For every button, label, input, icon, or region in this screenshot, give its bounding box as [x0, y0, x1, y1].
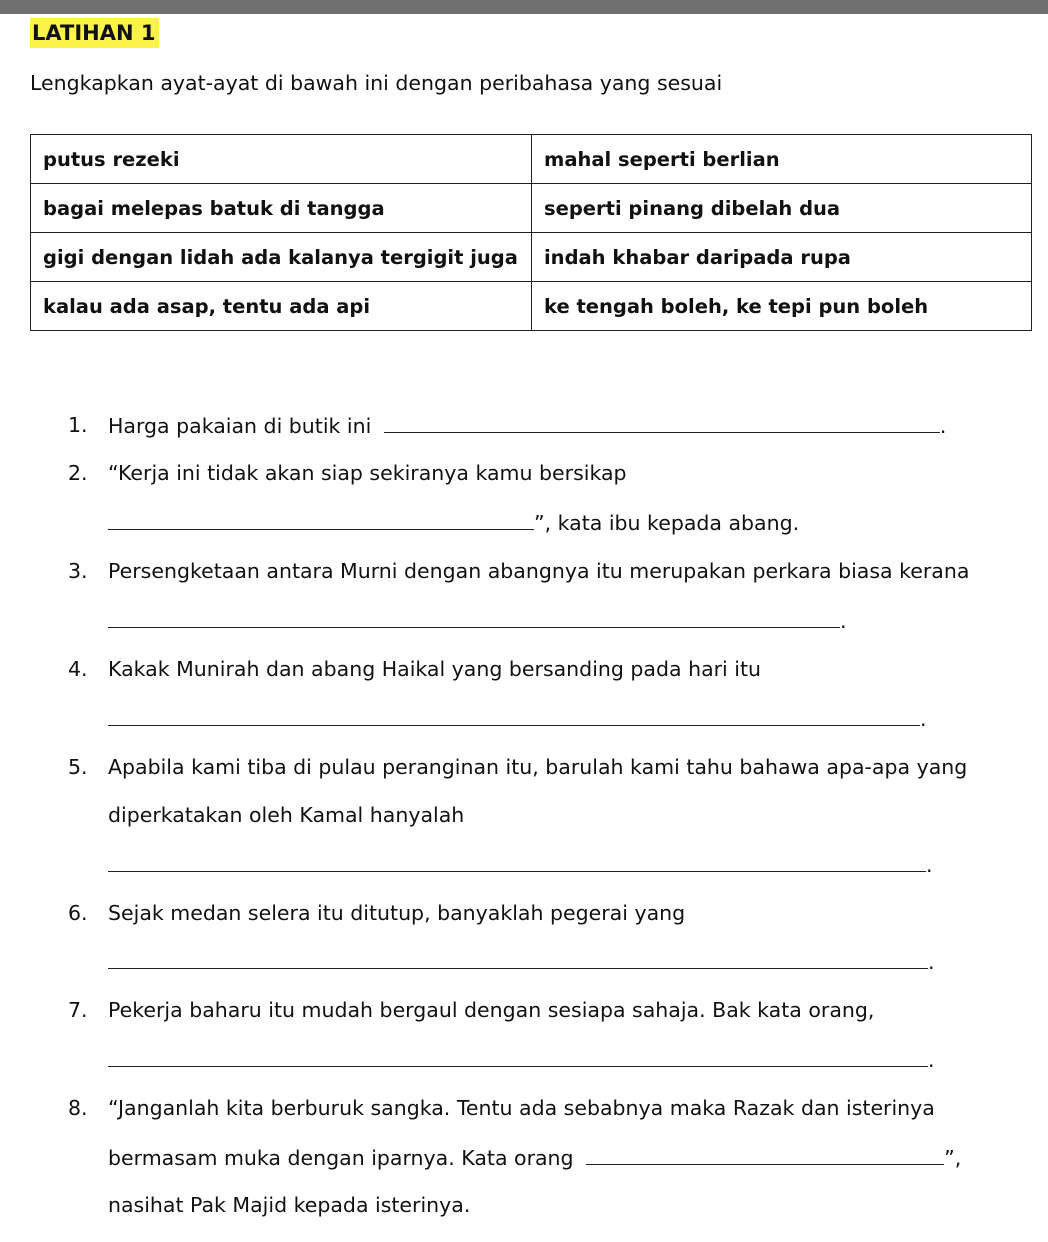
answer-blank[interactable]	[108, 849, 926, 872]
question-number: 4.	[68, 657, 88, 681]
question-4-answer-line	[108, 703, 927, 734]
instruction-text: Lengkapkan ayat-ayat di bawah ini dengan peribahasa yang sesuai	[30, 71, 723, 95]
answer-blank[interactable]	[108, 946, 928, 969]
question-5-answer-line	[108, 849, 933, 880]
proverb-cell: putus rezeki	[31, 135, 532, 184]
question-number: 8.	[68, 1096, 88, 1120]
answer-blank[interactable]	[108, 605, 840, 628]
question-text: Sejak medan selera itu ditutup, banyaklah pegerai yang	[108, 901, 686, 925]
question-text: Apabila kami tiba di pulau peranginan itu, barulah kami tahu bahawa apa-apa yang	[108, 755, 968, 779]
question-end: .	[840, 609, 847, 633]
proverb-cell: seperti pinang dibelah dua	[532, 184, 1032, 233]
question-end: .	[928, 950, 935, 974]
question-text: Pekerja baharu itu mudah bergaul dengan sesiapa sahaja. Bak kata orang,	[108, 998, 875, 1022]
question-end: .	[928, 1048, 935, 1072]
proverb-cell: bagai melepas batuk di tangga	[31, 184, 532, 233]
question-text: Kakak Munirah dan abang Haikal yang bersanding pada hari itu	[108, 657, 761, 681]
question-number: 1.	[68, 413, 88, 437]
question-number: 3.	[68, 559, 88, 583]
answer-blank[interactable]	[384, 410, 940, 433]
question-end: ”, kata ibu kepada abang.	[534, 511, 800, 535]
question-3-answer-line	[108, 605, 847, 636]
top-bar	[0, 0, 1048, 14]
question-8-text-line-3: nasihat Pak Majid kepada isterinya.	[108, 1193, 471, 1217]
question-number: 5.	[68, 755, 88, 779]
question-number: 6.	[68, 901, 88, 925]
proverb-cell: indah khabar daripada rupa	[532, 233, 1032, 282]
table-row	[31, 135, 1032, 184]
answer-blank[interactable]	[586, 1142, 944, 1165]
question-8-text-line-2	[108, 1142, 961, 1173]
question-end: .	[926, 853, 933, 877]
exercise-title: LATIHAN 1	[30, 18, 159, 48]
table-row	[31, 233, 1032, 282]
question-text: “Janganlah kita berburuk sangka. Tentu ada sebabnya maka Razak dan isterinya	[108, 1096, 935, 1120]
question-text: “Kerja ini tidak akan siap sekiranya kamu bersikap	[108, 461, 627, 485]
proverb-cell: mahal seperti berlian	[532, 135, 1032, 184]
question-end: .	[920, 707, 927, 731]
question-5-text-line-2: diperkatakan oleh Kamal hanyalah	[108, 803, 465, 827]
question-text: bermasam muka dengan iparnya. Kata orang	[108, 1146, 574, 1170]
question-text: Persengketaan antara Murni dengan abangnya itu merupakan perkara biasa kerana	[108, 559, 970, 583]
question-7-answer-line	[108, 1044, 935, 1075]
proverb-cell: gigi dengan lidah ada kalanya tergigit juga	[31, 233, 532, 282]
question-end: ”,	[944, 1146, 962, 1170]
question-2-answer-line	[108, 507, 799, 538]
table-row	[31, 282, 1032, 331]
question-6-answer-line	[108, 946, 935, 977]
question-text: Harga pakaian di butik ini	[108, 414, 372, 438]
answer-blank[interactable]	[108, 703, 920, 726]
answer-blank[interactable]	[108, 1044, 928, 1067]
proverb-cell: ke tengah boleh, ke tepi pun boleh	[532, 282, 1032, 331]
proverb-table	[30, 134, 1032, 331]
answer-blank[interactable]	[108, 507, 534, 530]
question-number: 2.	[68, 461, 88, 485]
table-row	[31, 184, 1032, 233]
proverb-cell: kalau ada asap, tentu ada api	[31, 282, 532, 331]
question-end: .	[939, 414, 947, 438]
question-number: 7.	[68, 998, 88, 1022]
